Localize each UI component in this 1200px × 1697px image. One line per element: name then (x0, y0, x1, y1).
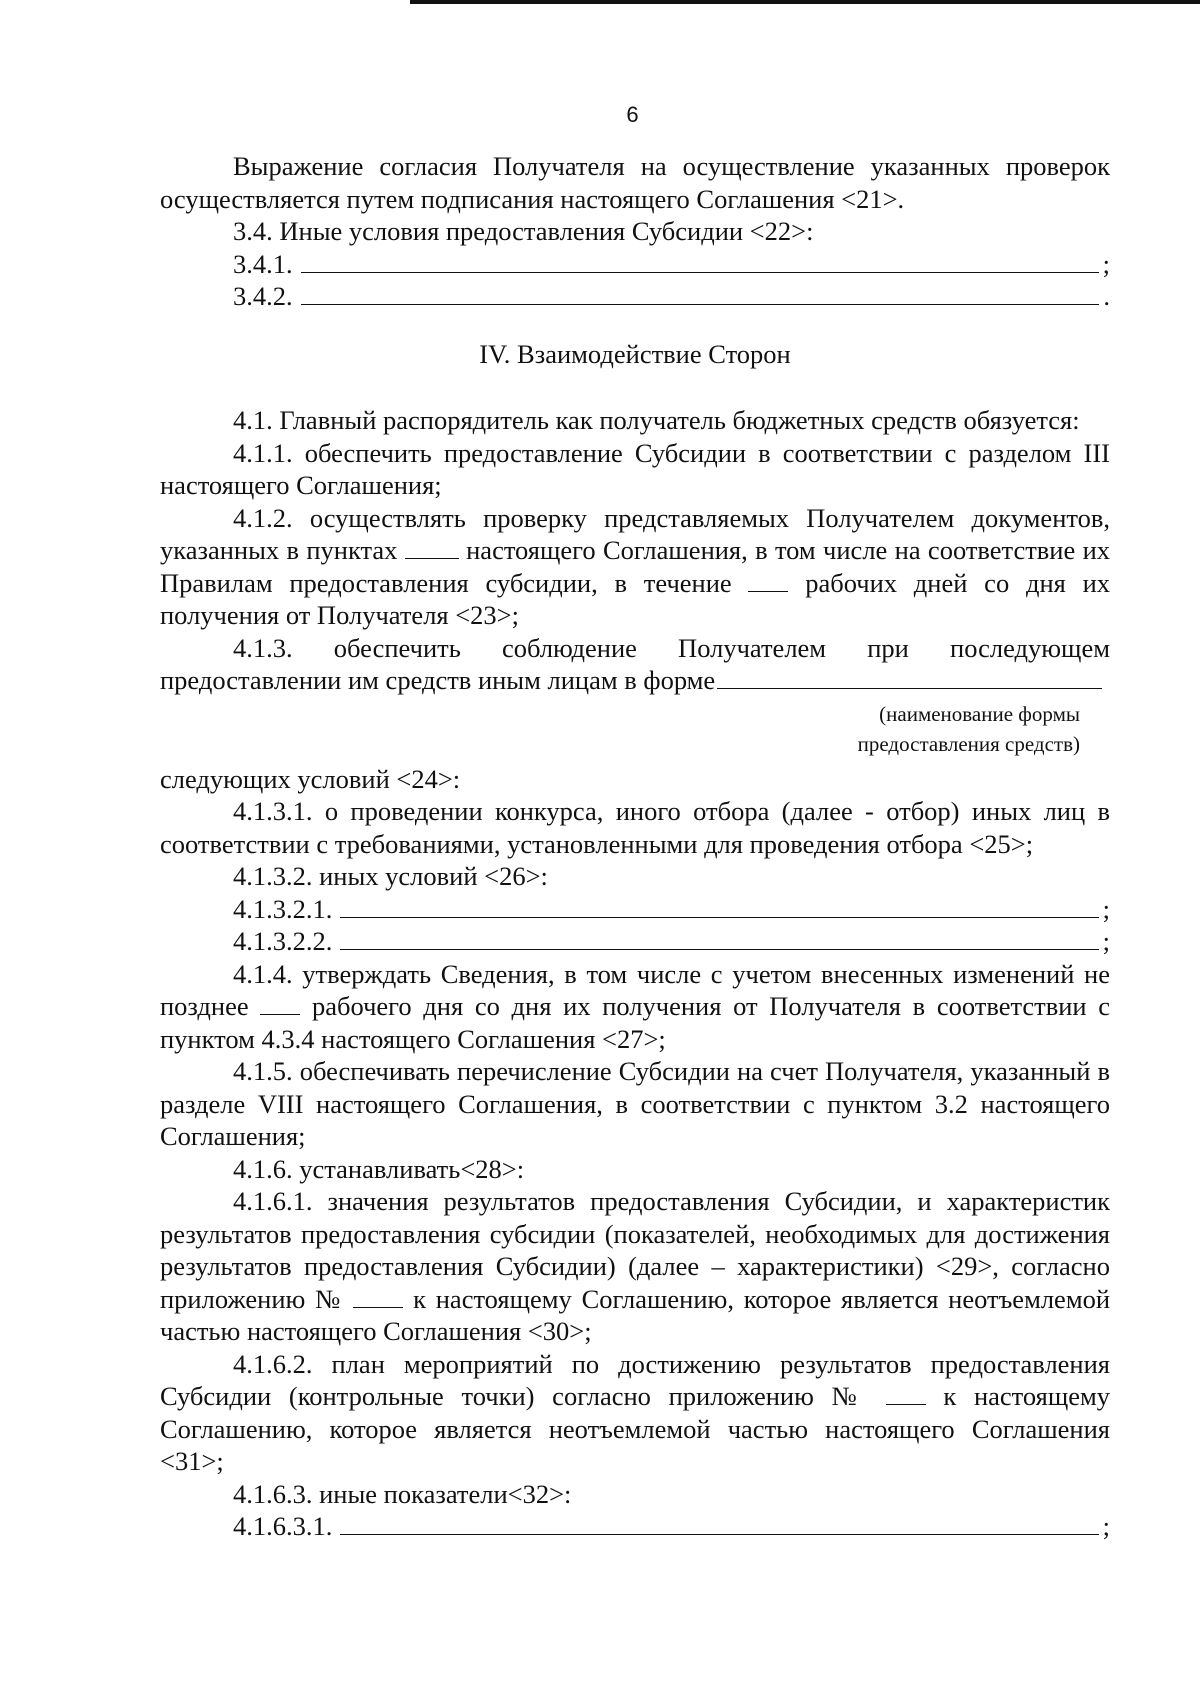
fill-line-3-4-1 (160, 248, 1110, 281)
caption-line: (наименование формы (879, 701, 1080, 726)
paragraph-4-1-3: 4.1.3. обеспечить соблюдение Получателем при последующем (233, 632, 1110, 663)
blank-line (340, 895, 1098, 918)
section-heading: IV. Взаимодействие Сторон (479, 338, 791, 369)
blank-line (340, 927, 1098, 950)
paragraph-4-1-3-2: 4.1.3.2. иных условий <26>: (233, 861, 548, 891)
text-part: рабочего дня со дня их получения от Получателя в соответствии с пунктом 4.3.4 настоящего Соглашения <27>; (160, 991, 1111, 1054)
fill-line-4-1-6-3-1 (160, 1510, 1110, 1543)
fill-label: 4.1.3.2.2. (233, 926, 333, 956)
fill-line-4-1-3-2-1 (160, 893, 1110, 926)
text-part: 4.1.6.1. значения результатов предоставления Субсидии, и характеристик результатов предоставления субсидии (показателей, необходимых для достижения результатов предоставления Субсидии) (далее – характеристики) <29>, согласно приложению № (160, 1186, 1110, 1314)
blank-line (301, 282, 1100, 305)
caption-line: предоставления средств) (857, 731, 1080, 756)
paragraph-consent: Выражение согласия Получателя на осуществление указанных проверок осуществляется путем подписания настоящего Соглашения <21>. (160, 151, 1110, 214)
paragraph-4-1-3-1: 4.1.3.1. о проведении конкурса, иного отбора (далее - отбор) иных лиц в соответствии с требованиями, установленными для проведения отбора <25>; (160, 796, 1110, 859)
fill-end: ; (1102, 893, 1110, 924)
paragraph-4-1-6-2 (160, 1348, 1110, 1478)
blank-line (340, 1512, 1098, 1535)
fill-line-3-4-2 (160, 280, 1110, 313)
paragraph-4-1-6-3: 4.1.6.3. иные показатели<32>: (233, 1478, 572, 1509)
blank-line (717, 666, 1102, 689)
paragraph-4-1-2 (160, 502, 1110, 632)
fill-end: ; (1102, 1511, 1110, 1541)
fill-end: ; (1102, 248, 1110, 279)
fill-label: 3.4.1. (233, 248, 293, 279)
blank-field (886, 1380, 926, 1405)
paragraph-4-1-6: 4.1.6. устанавливать<28>: (233, 1153, 525, 1184)
blank-field (353, 1283, 403, 1308)
blank-field (260, 990, 300, 1015)
document-body (160, 150, 1110, 1543)
blank-field (748, 567, 788, 592)
text-part: 4.1.2. осуществлять проверку представляемых Получателем документов, указанных в пунктах (160, 502, 1110, 565)
fill-label: 4.1.6.3.1. (233, 1511, 333, 1541)
form-line (160, 664, 1110, 697)
text-part: предоставлении им средств иным лицам в форме (160, 665, 716, 695)
text-part: к настоящему Соглашению, которое является неотъемлемой частью настоящего Соглашения <31>; (160, 1381, 1111, 1476)
text-part: к настоящему Соглашению, которое является неотъемлемой частью настоящего Соглашения <30>; (160, 1283, 1111, 1346)
paragraph-conditions: следующих условий <24>: (160, 763, 461, 794)
text-part: настоящего Соглашения, в том числе на соответствие их Правилам предоставления субсидии, в течение (160, 535, 1111, 598)
fill-label: 4.1.3.2.1. (233, 893, 333, 924)
page-number: 6 (626, 102, 639, 127)
paragraph-3-4: 3.4. Иные условия предоставления Субсидии <22>: (233, 216, 814, 246)
fill-label: 3.4.2. (233, 281, 293, 311)
text-part: рабочих дней со дня их получения от Получателя <23>; (160, 567, 1111, 630)
paragraph-4-1: 4.1. Главный распорядитель как получатель бюджетных средств обязуется: (233, 405, 1080, 435)
paragraph-4-1-4 (160, 958, 1110, 1056)
fill-end: ; (1102, 926, 1110, 956)
text-part: 4.1.6.2. план мероприятий по достижению результатов предоставления Субсидии (контрольные точки) согласно приложению № (160, 1348, 1110, 1411)
fill-end: . (1103, 281, 1110, 311)
form-caption (160, 699, 1080, 759)
paragraph-4-1-6-1 (160, 1185, 1110, 1348)
fill-line-4-1-3-2-2 (160, 925, 1110, 958)
text-part: 4.1.4. утверждать Сведения, в том числе с учетом внесенных изменений не позднее (160, 958, 1110, 1021)
paragraph-4-1-5: 4.1.5. обеспечивать перечисление Субсидии на счет Получателя, указанный в разделе VIII настоящего Соглашения, в соответствии с пунктом 3.2 настоящего Соглашения; (160, 1056, 1110, 1151)
top-rule (410, 0, 1200, 4)
blank-line (301, 250, 1099, 273)
blank-field (405, 534, 459, 559)
paragraph-4-1-1: 4.1.1. обеспечить предоставление Субсидии в соответствии с разделом III настоящего Соглашения; (160, 437, 1110, 500)
